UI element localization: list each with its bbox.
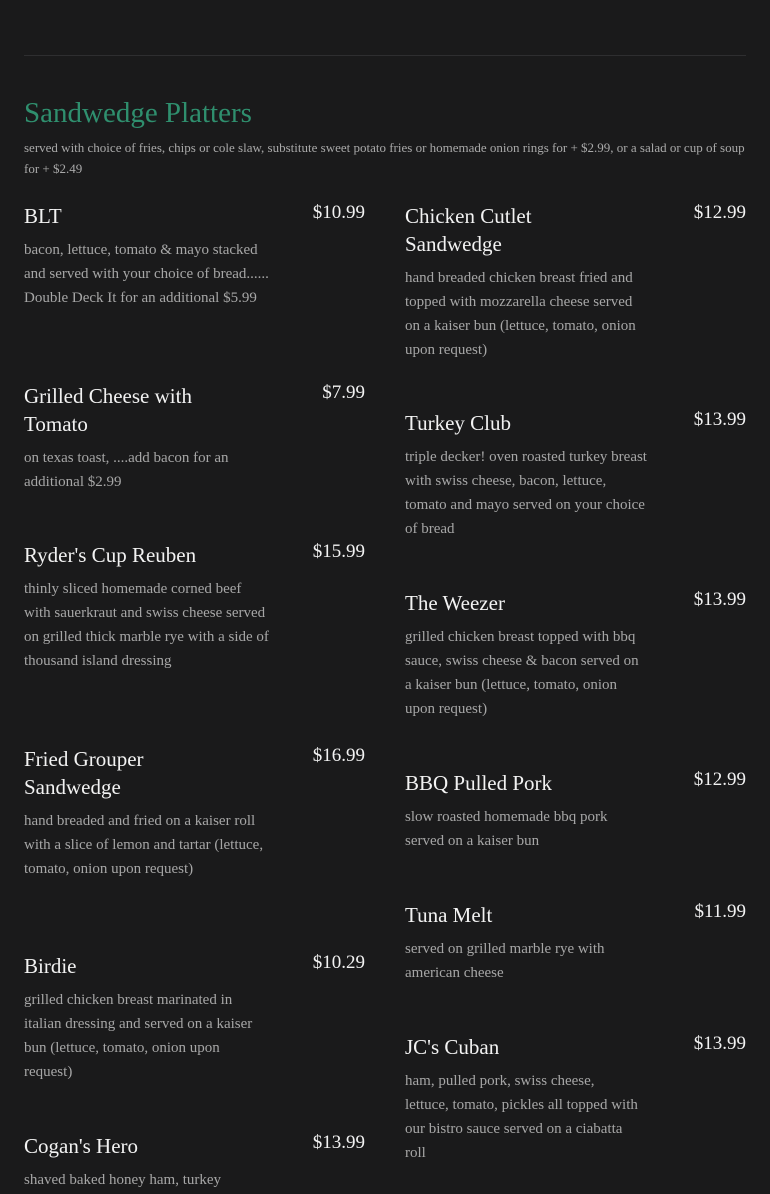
item-name: Tuna Melt xyxy=(405,903,493,927)
item-description: slow roasted homemade bbq pork served on a kaiser bun xyxy=(405,809,608,849)
item-name: Turkey Club xyxy=(405,411,511,435)
menu-item xyxy=(24,1132,365,1192)
item-description: shaved baked honey ham, turkey xyxy=(24,1172,222,1188)
menu-item xyxy=(405,589,746,721)
item-price: $13.99 xyxy=(693,409,746,430)
item-name: BBQ Pulled Pork xyxy=(405,771,553,795)
menu-item xyxy=(24,541,365,673)
menu-item xyxy=(405,202,746,362)
item-price: $13.99 xyxy=(693,1033,746,1054)
item-name: Ryder's Cup Reuben xyxy=(24,543,197,567)
item-name: The Weezer xyxy=(405,591,505,615)
section-subtitle: served with choice of fries, chips or cole slaw, substitute sweet potato fries or homemade onion rings for + $2.99, or a salad or cup of soup for + $2.49 xyxy=(24,140,745,176)
item-description: thinly sliced homemade corned beef with sauerkraut and swiss cheese served on grilled thick marble rye with a side of thousand island dressing xyxy=(24,581,269,669)
item-description: grilled chicken breast marinated in italian dressing and served on a kaiser bun (lettuce, tomato, onion upon request) xyxy=(24,992,253,1080)
item-price: $10.29 xyxy=(312,952,365,973)
item-price: $13.99 xyxy=(693,589,746,610)
item-description: ham, pulled pork, swiss cheese, lettuce, tomato, pickles all topped with our bistro sauce served on a ciabatta roll xyxy=(405,1073,638,1161)
item-description: hand breaded chicken breast fried and topped with mozzarella cheese served on a kaiser bun (lettuce, tomato, onion upon request) xyxy=(405,270,636,358)
item-description: triple decker! oven roasted turkey breast with swiss cheese, bacon, lettuce, tomato and mayo served on your choice of bread xyxy=(405,449,647,537)
menu-item xyxy=(24,202,365,310)
item-description: grilled chicken breast topped with bbq sauce, swiss cheese & bacon served on a kaiser bun (lettuce, tomato, onion upon request) xyxy=(405,629,639,717)
item-price: $11.99 xyxy=(694,901,746,922)
menu-item xyxy=(24,745,365,881)
item-price: $7.99 xyxy=(322,382,365,403)
item-name: Fried Grouper Sandwedge xyxy=(24,747,144,799)
item-price: $16.99 xyxy=(312,745,365,766)
menu-item xyxy=(405,409,746,541)
item-name: Cogan's Hero xyxy=(24,1134,139,1158)
item-name: Birdie xyxy=(24,954,77,978)
menu-item xyxy=(405,769,746,853)
item-description: on texas toast, ....add bacon for an additional $2.99 xyxy=(24,450,229,490)
item-price: $12.99 xyxy=(693,769,746,790)
item-name: Chicken Cutlet Sandwedge xyxy=(405,204,532,256)
menu-item xyxy=(405,901,746,985)
item-description: served on grilled marble rye with american cheese xyxy=(405,941,605,981)
item-description: hand breaded and fried on a kaiser roll with a slice of lemon and tartar (lettuce, tomato, onion upon request) xyxy=(24,813,264,877)
item-price: $15.99 xyxy=(312,541,365,562)
item-description: bacon, lettuce, tomato & mayo stacked and served with your choice of bread...... Double Deck It for an additional $5.99 xyxy=(24,242,269,306)
section-title: Sandwedge Platters xyxy=(24,97,252,129)
item-name: JC's Cuban xyxy=(405,1035,500,1059)
item-price: $13.99 xyxy=(312,1132,365,1153)
menu-item xyxy=(405,1033,746,1165)
item-name: BLT xyxy=(24,204,62,228)
menu-item xyxy=(24,382,365,494)
top-divider xyxy=(24,55,746,56)
item-price: $10.99 xyxy=(312,202,365,223)
item-name: Grilled Cheese with Tomato xyxy=(24,384,192,436)
item-price: $12.99 xyxy=(693,202,746,223)
menu-item xyxy=(24,952,365,1084)
